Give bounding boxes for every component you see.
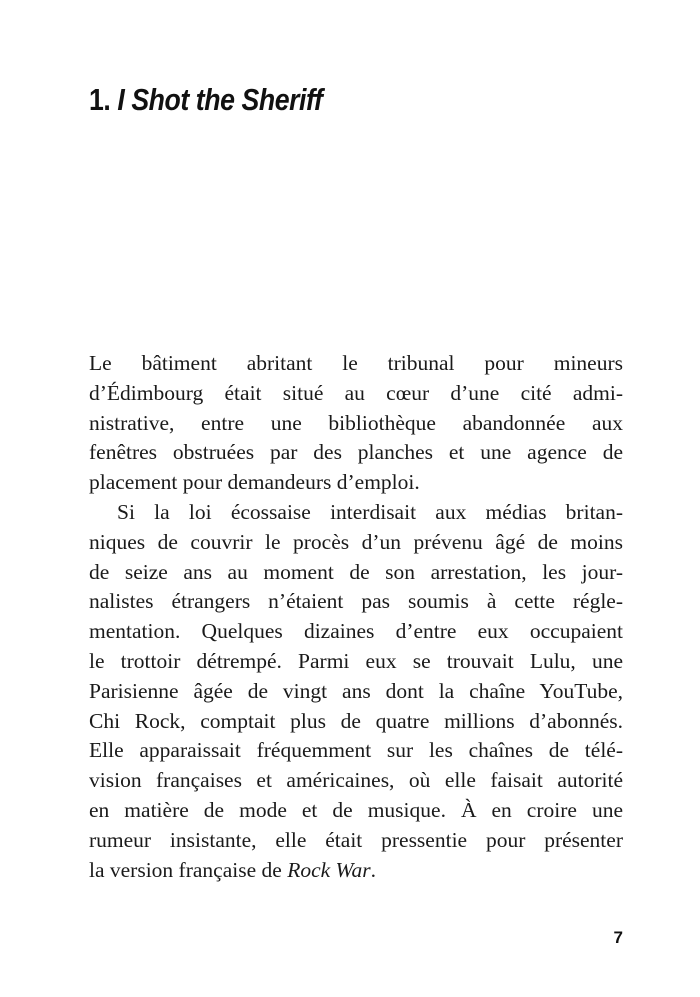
text-line: vision françaises et américaines, où elle faisait autorité — [89, 768, 623, 793]
text-line: placement pour demandeurs d’emploi. — [89, 470, 420, 495]
text-line: nistrative, entre une bibliothèque abandonnée aux — [89, 410, 623, 435]
text-line: fenêtres obstruées par des planches et une agence de — [89, 440, 623, 465]
text-line: mentation. Quelques dizaines d’entre eux occupaient — [89, 619, 623, 644]
book-title-emphasis: Rock War — [287, 857, 371, 882]
text-line: le trottoir détrempé. Parmi eux se trouvait Lulu, une — [89, 648, 623, 673]
text-line: nalistes étrangers n’étaient pas soumis à cette régle- — [89, 589, 623, 614]
text-line: d’Édimbourg était situé au cœur d’une cité admi- — [89, 380, 623, 405]
text-line: Chi Rock, comptait plus de quatre millions d’abonnés. — [89, 708, 623, 733]
text-line: Le bâtiment abritant le tribunal pour mineurs — [89, 351, 623, 375]
text-line: en matière de mode et de musique. À en croire une — [89, 797, 623, 822]
text-line: de seize ans au moment de son arrestation, les jour- — [89, 559, 623, 584]
chapter-title — [89, 84, 322, 115]
text-line: rumeur insistante, elle était pressentie pour présenter — [89, 827, 623, 852]
text-fragment: la version française de — [89, 857, 288, 882]
chapter-number: 1. — [89, 82, 111, 117]
body-text — [89, 349, 623, 885]
page-number: 7 — [613, 928, 623, 947]
text-fragment: . — [370, 857, 376, 882]
text-line: Parisienne âgée de vingt ans dont la chaîne YouTube, — [89, 678, 623, 703]
text-line: Si la loi écossaise interdisait aux médias britan- — [117, 499, 623, 524]
text-line-final — [89, 856, 623, 886]
text-line: niques de couvrir le procès d’un prévenu âgé de moins — [89, 529, 623, 554]
chapter-title-text: I Shot the Sheriff — [117, 82, 323, 117]
text-line: Elle apparaissait fréquemment sur les chaînes de télé- — [89, 738, 623, 763]
